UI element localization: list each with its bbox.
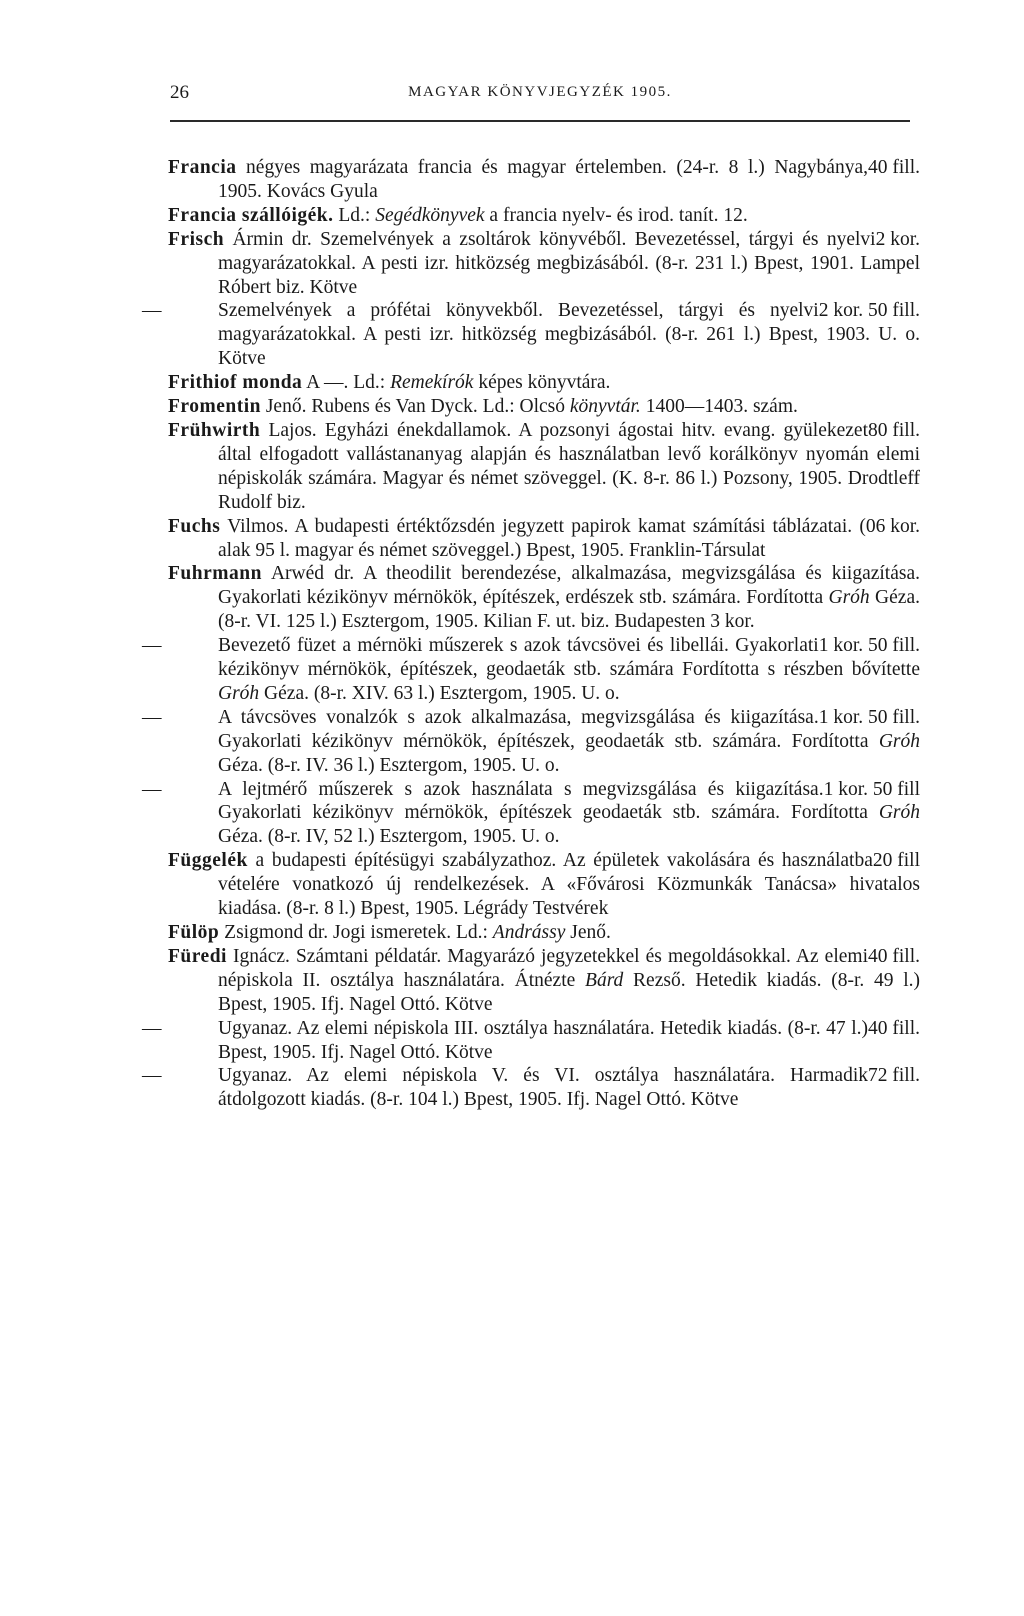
- entry-text-tail: Géza. (8-r. IV. 36 l.) Esztergom, 1905. U. o.: [218, 754, 560, 776]
- entry-price: 40 fill.: [868, 945, 920, 967]
- entry-price: 80 fill.: [868, 419, 920, 441]
- entry-text-tail: Jenő.: [565, 922, 611, 943]
- entry-headword: Fülöp: [168, 922, 220, 943]
- entry-text: Arwéd dr. A theodilit berendezése, alkalmazása, megvizsgálása és kiigazítása. Gyakorlati kézikönyv mérnökök, építészek, erdészek stb. számára. Fordította: [218, 563, 920, 609]
- catalog-entry: [168, 204, 920, 228]
- catalog-entry: [168, 419, 920, 515]
- entry-text-tail: 1400—1403. szám.: [640, 396, 798, 418]
- sub-entry: [142, 299, 920, 371]
- entry-text-tail: képes könyvtára.: [473, 372, 611, 394]
- entry-text: Ugyanaz. Az elemi népiskola V. és VI. osztálya használatára. Harmadik átdolgozott kiadás. (8-r. 104 l.) Bpest, 1905. Ifj. Nagel Ottó. Kötve: [218, 1065, 868, 1111]
- entry-text-tail: Géza. (8-r. IV, 52 l.) Esztergom, 1905. U. o.: [218, 826, 560, 848]
- page-number: 26: [170, 82, 189, 103]
- entry-italic: Gróh: [878, 730, 920, 752]
- entry-headword: Frisch: [168, 228, 225, 250]
- entry-text: Ármin dr. Szemelvények a zsoltárok könyvéből. Bevezetéssel, tárgyi és nyelvi magyarázatokkal. A pesti izr. hitközség megbizásából. (8-r. 231 l.) Bpest, 1901. Lampel Róbert biz. Kötve: [218, 228, 920, 298]
- entry-text: Vilmos. A budapesti értéktőzsdén jegyzett papirok kamat számítási táblázatai. (0 alak 95 l. magyar és német szöveggel.) Bpest, 1905. Franklin-Társulat: [218, 515, 876, 561]
- entry-text: Bevezető füzet a mérnöki műszerek s azok távcsövei és libellái. Gyakorlati kézikönyv mérnökök, építészek, geodaeták stb. számára Fordította s részben bővítette: [218, 635, 920, 681]
- entry-headword: Francia: [168, 157, 237, 178]
- entry-text-tail: a francia nyelv- és irod. tanít. 12.: [484, 204, 748, 226]
- entry-text: négyes magyarázata francia és magyar értelemben. (24-r. 8 l.) Nagybánya, 1905. Kovács Gyula: [218, 157, 868, 202]
- entry-text: a budapesti építésügyi szabályzathoz. Az épületek vakolására és használatba vételére vonatkozó új rendelkezések. A «Fővárosi Közmunkák Tanácsa» hivatalos kiadása. (8-r. 8 l.) Bpest, 1905. Légrády Testvérek: [218, 850, 920, 920]
- ditto-dash: —: [142, 1017, 162, 1039]
- entry-list: [142, 156, 921, 1112]
- page-header: [170, 82, 910, 110]
- entry-text-tail: Géza. (8-r. VI. 125 l.) Esztergom, 1905. Kilian F. ut. biz. Budapesten 3 kor.: [218, 587, 920, 633]
- catalog-entry: [168, 515, 920, 563]
- entry-text-tail: Rezső. Hetedik kiadás. (8-r. 49 l.) Bpest, 1905. Ifj. Nagel Ottó. Kötve: [218, 969, 921, 1015]
- entry-headword: Fromentin: [168, 396, 261, 418]
- entry-headword: Függelék: [168, 850, 248, 872]
- catalog-entry: [168, 562, 920, 634]
- entry-headword: Francia szállóigék.: [168, 204, 334, 226]
- entry-text: Ugyanaz. Az elemi népiskola III. osztálya használatára. Hetedik kiadás. (8-r. 47 l.) Bpest, 1905. Ifj. Nagel Ottó. Kötve: [218, 1017, 868, 1063]
- ditto-dash: —: [142, 706, 162, 728]
- entry-text: Szemelvények a prófétai könyvekből. Bevezetéssel, tárgyi és nyelvi magyarázatokkal. A pesti izr. hitközség megbizásából. (8-r. 261 l.) Bpest, 1903. U. o. Kötve: [218, 300, 920, 370]
- entry-text-tail: Géza. (8-r. XIV. 63 l.) Esztergom, 1905. U. o.: [259, 682, 620, 704]
- entry-text: Ignácz. Számtani példatár. Magyarázó jegyzetekkel és megoldásokkal. Az elemi népiskola II. osztálya használatára. Átnézte: [218, 945, 868, 991]
- sub-entry: [142, 634, 920, 706]
- entry-price: 1 kor. 50 fill.: [818, 706, 920, 728]
- entry-text: A lejtmérő műszerek s azok használata s megvizsgálása és kiigazítása. Gyakorlati kézikönyv mérnökök, építészek geodaeták stb. számára. Fordította: [218, 778, 879, 824]
- ditto-dash: —: [142, 778, 162, 800]
- entry-italic: Bárd: [585, 969, 624, 991]
- ditto-dash: —: [142, 300, 162, 322]
- sub-entry: [142, 706, 920, 778]
- entry-price: 40 fill.: [868, 1017, 920, 1039]
- running-title: MAGYAR KÖNYVJEGYZÉK 1905.: [408, 84, 672, 100]
- header-rule: [170, 120, 910, 122]
- entry-italic: könyvtár.: [569, 396, 641, 418]
- entry-price: 1 kor. 50 fill.: [818, 635, 920, 657]
- catalog-entry: [168, 395, 920, 419]
- entry-italic: Segédkönyvek: [375, 204, 485, 226]
- entry-italic: Remekírók: [390, 372, 474, 394]
- entry-price: 2 kor.: [875, 228, 920, 250]
- catalog-entry: [168, 156, 920, 204]
- entry-price: 1 kor. 50 fill: [823, 778, 920, 800]
- entry-text: A —. Ld.:: [302, 372, 391, 394]
- entry-headword: Fuchs: [168, 515, 221, 537]
- entry-headword: Füredi: [168, 945, 227, 967]
- entry-price: 72 fill.: [868, 1065, 920, 1087]
- entry-text: Lajos. Egyházi énekdallamok. A pozsonyi ágostai hitv. evang. gyülekezet által elfogadott vallástananyag alapján és használatban levő korálkönyv nyomán elemi népiskolák számára. Magyar és német szöveggel. (K. 8-r. 86 l.) Pozsony, 1905. Drodtleff Rudolf biz.: [218, 419, 920, 513]
- entry-text: A távcsöves vonalzók s azok alkalmazása, megvizsgálása és kiigazítása. Gyakorlati kézikönyv mérnökök, építészek, geodaeták stb. számára. Fordította: [218, 706, 879, 752]
- catalog-entry: [168, 945, 920, 1017]
- entry-italic: Gróh: [218, 682, 260, 704]
- entry-italic: Andrássy: [492, 922, 566, 943]
- entry-italic: Gróh: [878, 802, 920, 824]
- entry-price: 40 fill.: [868, 157, 920, 178]
- catalog-entry: [168, 849, 920, 921]
- entry-text: Ld.:: [333, 204, 376, 226]
- sub-entry: [142, 1064, 920, 1112]
- ditto-dash: —: [142, 1065, 162, 1087]
- sub-entry: [142, 778, 920, 850]
- entry-price: 20 fill: [872, 850, 920, 872]
- catalog-entry: [168, 228, 920, 300]
- sub-entry: [142, 1017, 920, 1065]
- catalog-entry: [168, 921, 920, 945]
- entry-price: 2 kor. 50 fill.: [818, 300, 920, 322]
- entry-text: Zsigmond dr. Jogi ismeretek. Ld.:: [219, 922, 493, 943]
- entry-headword: Frithiof monda: [168, 372, 303, 394]
- entry-italic: Gróh: [828, 587, 870, 609]
- ditto-dash: —: [142, 635, 162, 657]
- entry-headword: Frühwirth: [168, 419, 261, 441]
- entry-price: 6 kor.: [875, 515, 920, 537]
- entry-headword: Fuhrmann: [168, 563, 262, 585]
- catalog-entry: [168, 371, 920, 395]
- entry-text: Jenő. Rubens és Van Dyck. Ld.: Olcsó: [260, 396, 570, 418]
